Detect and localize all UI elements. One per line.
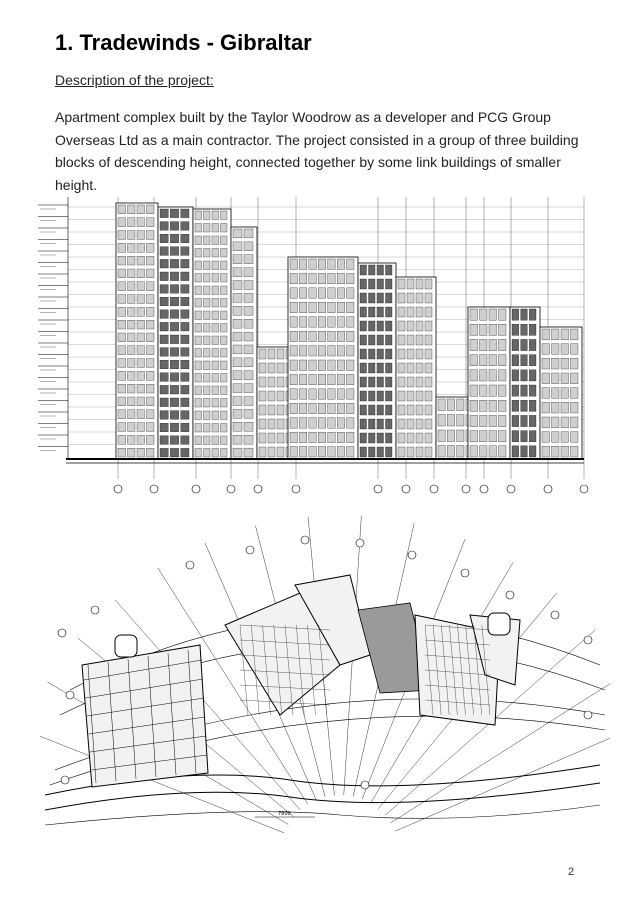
- project-description: Apartment complex built by the Taylor Woodrow as a developer and PCG Group Overseas Ltd as a main contractor. The project consisted in a group of three building blocks of descending height, connected together by some link buildings of smaller height.: [55, 109, 579, 193]
- section-subheading: Description of the project:: [55, 72, 214, 88]
- building-elevation-drawing: [36, 197, 596, 503]
- page-heading: 1. Tradewinds - Gibraltar: [55, 30, 312, 55]
- svg-text:7800: 7800: [278, 811, 291, 817]
- page-number: 2: [568, 866, 575, 878]
- site-floor-plan-drawing: [40, 515, 610, 845]
